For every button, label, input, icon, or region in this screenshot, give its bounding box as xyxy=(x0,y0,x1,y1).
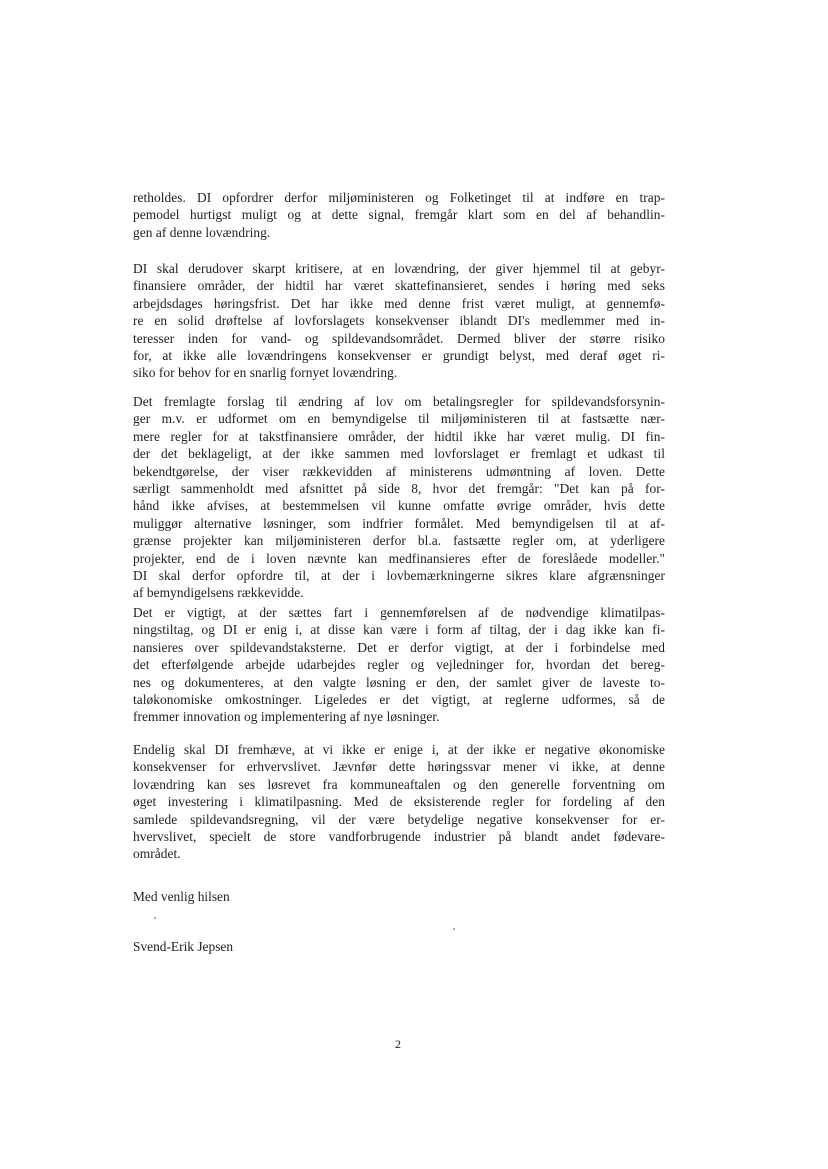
paragraph-4 xyxy=(133,604,665,726)
paragraph-2 xyxy=(133,260,665,382)
paragraph-line: øget investering i klimatilpasning. Med de eksisterende regler for fordeling af den xyxy=(133,794,665,810)
paragraph-5 xyxy=(133,741,665,863)
closing-greeting: Med venlig hilsen xyxy=(133,889,230,904)
paragraph-line: der det beklageligt, at der ikke sammen med lovforslaget er fremlagt et udkast til xyxy=(133,446,665,462)
paragraph-line: taløkonomiske omkostninger. Ligeledes er det vigtigt, at reglerne udformes, så de xyxy=(133,691,665,707)
paragraph-line: samlede spildevandsregning, vil der være betydelige negative konsekvenser for er- xyxy=(133,811,665,827)
paragraph-line: re en solid drøftelse af lovforslagets konsekvenser iblandt DI's medlemmer med in- xyxy=(133,313,665,329)
paragraph-line: det efterfølgende arbejde udarbejdes regler og vejledninger for, hvordan det bereg- xyxy=(133,657,665,673)
paragraph-line: Endelig skal DI fremhæve, at vi ikke er enige i, at der ikke er negative økonomiske xyxy=(133,742,665,757)
paragraph-line: siko for behov for en snarlig fornyet lovændring. xyxy=(133,365,398,381)
paragraph-line: teresser inden for vand- og spildevandsområdet. Dermed bliver der større risiko xyxy=(133,330,665,346)
paragraph-line: pemodel hurtigst muligt og at dette signal, fremgår klart som en del af behandlin- xyxy=(133,207,665,223)
paragraph-line: hvervslivet, specielt de store vandforbrugende industrier på blandt andet fødevare- xyxy=(133,828,665,844)
page-number: 2 xyxy=(395,1037,401,1051)
paragraph-line: ger m.v. er udformet om en bemyndigelse til miljøministeren til at fastsætte nær- xyxy=(133,411,665,427)
paragraph-line: konsekvenser for erhvervslivet. Jævnfør dette høringssvar mener vi ikke, at denne xyxy=(133,759,665,775)
paragraph-line: DI skal derudover skarpt kritisere, at en lovændring, der giver hjemmel til at gebyr- xyxy=(133,261,665,276)
paragraph-line: arbejdsdages høringsfrist. Det har ikke med denne frist været muligt, at gennemfø- xyxy=(133,295,665,311)
paragraph-line: grænse projekter kan miljøministeren derfor bl.a. fastsætte regler om, at yderligere xyxy=(133,533,665,549)
paragraph-line: muliggør alternative løsninger, som indfrier formålet. Med bemyndigelsen til at af- xyxy=(133,515,665,531)
paragraph-line: for, at ikke alle lovændringens konsekvenser er grundigt belyst, med deraf øget ri- xyxy=(133,347,665,363)
paragraph-line: af bemyndigelsens rækkevidde. xyxy=(133,585,304,601)
paragraph-line: bekendtgørelse, der viser rækkevidden af ministerens udmøntning af loven. Dette xyxy=(133,463,665,479)
paragraph-line: finansiere områder, der hidtil har været skattefinansieret, sendes i høring med seks xyxy=(133,278,665,294)
paragraph-line: nansieres over spildevandstaksterne. Det er derfor vigtigt, at der i forbindelse med xyxy=(133,639,665,655)
paragraph-line: fremmer innovation og implementering af nye løsninger. xyxy=(133,709,440,725)
paragraph-line: lovændring kan ses løsrevet fra kommuneaftalen og den generelle forventning om xyxy=(133,776,665,792)
paragraph-line: særligt sammenholdt med afsnittet på side 8, hvor det fremgår: "Det kan på for- xyxy=(133,480,665,496)
paragraph-line: retholdes. DI opfordrer derfor miljøministeren og Folketinget til at indføre en trap- xyxy=(133,190,665,205)
scan-speck xyxy=(154,917,156,919)
paragraph-line: mere regler for at takstfinansiere områder, der hidtil ikke har været mulig. DI fin- xyxy=(133,428,665,444)
paragraph-line: ningstiltag, og DI er enig i, at disse kan være i form af tiltag, der i dag ikke kan fi- xyxy=(133,622,665,638)
paragraph-1 xyxy=(133,189,665,241)
paragraph-line: Det fremlagte forslag til ændring af lov om betalingsregler for spildevandsforsynin- xyxy=(133,394,665,409)
paragraph-line: projekter, end de i loven nævnte kan medfinansieres efter de foreslåede modeller." xyxy=(133,550,665,566)
paragraph-line: området. xyxy=(133,846,181,862)
signature-name: Svend-Erik Jepsen xyxy=(133,939,234,954)
paragraph-line: nes og dokumenteres, at den valgte løsning er den, der samlet giver de laveste to- xyxy=(133,674,665,690)
paragraph-line: Det er vigtigt, at der sættes fart i gennemførelsen af de nødvendige klimatilpas- xyxy=(133,605,665,620)
paragraph-line: DI skal derfor opfordre til, at der i lovbemærkningerne sikres klare afgrænsninger xyxy=(133,567,665,583)
paragraph-line: gen af denne lovændring. xyxy=(133,224,271,240)
paragraph-3 xyxy=(133,393,665,602)
scan-speck xyxy=(453,928,455,930)
paragraph-line: hånd ikke afvises, at bestemmelsen vil kunne omfatte øvrige områder, hvis dette xyxy=(133,498,665,514)
